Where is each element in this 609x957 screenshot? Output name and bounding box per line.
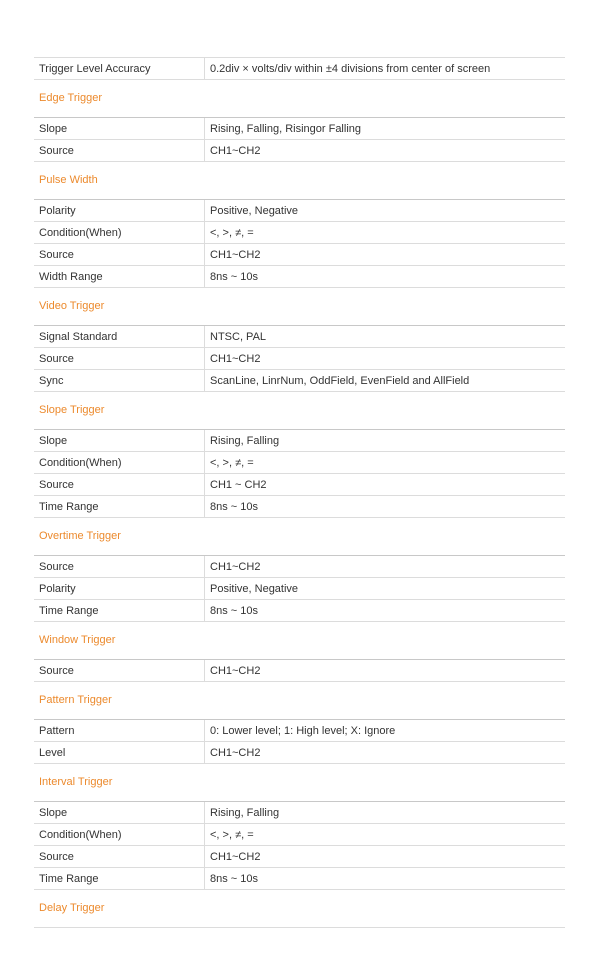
row-value: 0: Lower level; 1: High level; X: Ignore	[210, 725, 396, 737]
table-row	[34, 429, 565, 451]
row-label: Condition(When)	[34, 824, 205, 845]
row-label: Pattern	[34, 720, 205, 741]
trigger-spec-table	[34, 57, 565, 928]
table-row	[34, 199, 565, 221]
row-label: Sync	[34, 370, 205, 391]
row-label: Source	[34, 348, 205, 369]
table-row	[34, 117, 565, 139]
row-value: 8ns ~ 10s	[210, 501, 259, 513]
section-title: Delay Trigger	[34, 889, 565, 927]
section-title: Pulse Width	[34, 161, 565, 199]
row-label: Source	[34, 140, 205, 161]
row-value: CH1~CH2	[210, 851, 261, 863]
row-value: Rising, Falling	[210, 435, 280, 447]
row-label: Source	[34, 556, 205, 577]
row-label: Source	[34, 846, 205, 867]
row-label: Source	[34, 244, 205, 265]
row-label: Condition(When)	[34, 222, 205, 243]
spec-section	[34, 621, 565, 681]
section-title: Slope Trigger	[34, 391, 565, 429]
row-value: 0.2div × volts/div within ±4 divisions from center of screen	[210, 63, 491, 75]
section-title: Interval Trigger	[34, 763, 565, 801]
row-label: Slope	[34, 118, 205, 139]
row-value: <, >, ≠, =	[210, 227, 254, 239]
row-value: NTSC, PAL	[210, 331, 267, 343]
table-row	[34, 221, 565, 243]
table-row	[34, 867, 565, 889]
spec-section	[34, 79, 565, 161]
table-row	[34, 473, 565, 495]
spec-section	[34, 889, 565, 927]
section-list	[34, 79, 565, 927]
section-title: Edge Trigger	[34, 79, 565, 117]
row-value: CH1~CH2	[210, 747, 261, 759]
section-title: Window Trigger	[34, 621, 565, 659]
table-row	[34, 369, 565, 391]
table-row	[34, 741, 565, 763]
table-row	[34, 577, 565, 599]
row-label: Slope	[34, 430, 205, 451]
table-row	[34, 325, 565, 347]
row-value: <, >, ≠, =	[210, 457, 254, 469]
row-value: ScanLine, LinrNum, OddField, EvenField and AllField	[210, 375, 470, 387]
table-row	[34, 57, 565, 79]
spec-section	[34, 681, 565, 763]
row-label: Polarity	[34, 200, 205, 221]
table-row	[34, 719, 565, 741]
spec-section	[34, 391, 565, 517]
row-value: 8ns ~ 10s	[210, 873, 259, 885]
row-value: <, >, ≠, =	[210, 829, 254, 841]
row-label: Signal Standard	[34, 326, 205, 347]
table-bottom-border	[34, 927, 565, 928]
table-row	[34, 599, 565, 621]
section-title: Video Trigger	[34, 287, 565, 325]
row-label: Source	[34, 660, 205, 681]
row-value: CH1~CH2	[210, 665, 261, 677]
row-label: Condition(When)	[34, 452, 205, 473]
row-label: Trigger Level Accuracy	[34, 58, 205, 79]
spec-section	[34, 287, 565, 391]
section-title: Overtime Trigger	[34, 517, 565, 555]
table-row	[34, 451, 565, 473]
table-row	[34, 495, 565, 517]
table-row	[34, 347, 565, 369]
table-row	[34, 845, 565, 867]
table-row	[34, 823, 565, 845]
row-value: Rising, Falling	[210, 807, 280, 819]
row-label: Time Range	[34, 868, 205, 889]
row-label: Polarity	[34, 578, 205, 599]
spec-section	[34, 161, 565, 287]
table-row	[34, 265, 565, 287]
spec-section	[34, 517, 565, 621]
spec-section	[34, 763, 565, 889]
section-title: Pattern Trigger	[34, 681, 565, 719]
table-row	[34, 139, 565, 161]
table-row	[34, 801, 565, 823]
row-label: Slope	[34, 802, 205, 823]
table-row	[34, 555, 565, 577]
row-label: Level	[34, 742, 205, 763]
row-value: 8ns ~ 10s	[210, 271, 259, 283]
row-value: CH1~CH2	[210, 249, 261, 261]
row-value: 8ns ~ 10s	[210, 605, 259, 617]
row-value: CH1~CH2	[210, 561, 261, 573]
table-row	[34, 659, 565, 681]
row-value: Rising, Falling, Risingor Falling	[210, 123, 362, 135]
row-value: CH1~CH2	[210, 353, 261, 365]
row-value: Positive, Negative	[210, 583, 299, 595]
row-label: Time Range	[34, 496, 205, 517]
row-label: Width Range	[34, 266, 205, 287]
row-value: Positive, Negative	[210, 205, 299, 217]
row-value: CH1 ~ CH2	[210, 479, 267, 491]
row-label: Time Range	[34, 600, 205, 621]
row-value: CH1~CH2	[210, 145, 261, 157]
row-label: Source	[34, 474, 205, 495]
table-row	[34, 243, 565, 265]
